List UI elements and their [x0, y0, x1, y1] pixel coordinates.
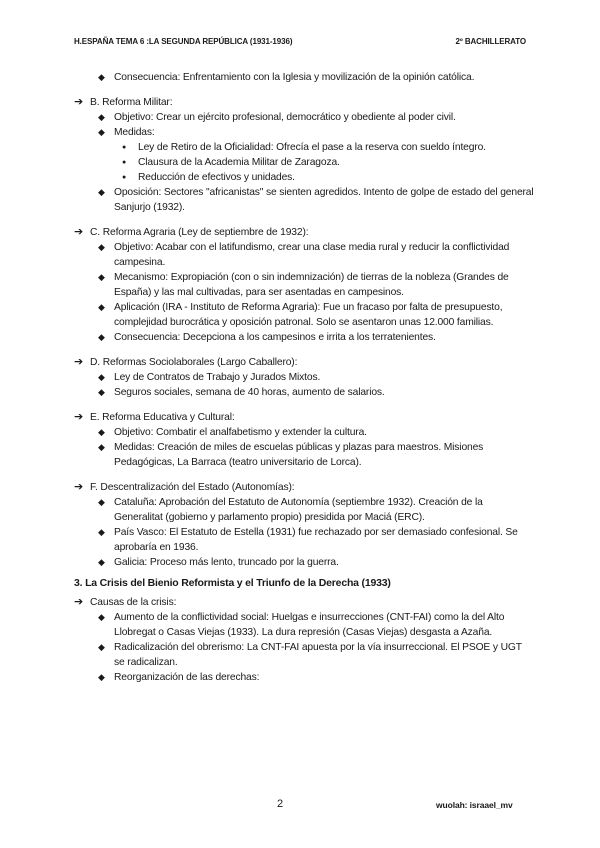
- list-item: [74, 330, 534, 345]
- diamond-bullet-icon: ◆: [98, 272, 105, 282]
- arrow-icon: ➔: [74, 226, 84, 238]
- list-item-text: Radicalización del obrerismo: La CNT-FAI apuesta por la vía insurreccional. El PSOE y UGT se radicalizan.: [114, 642, 522, 668]
- list-item-text: País Vasco: El Estatuto de Estella (1931) fue rechazado por ser demasiado confesional. Se aprobaría en 1936.: [114, 527, 518, 553]
- list-item: [74, 240, 534, 270]
- diamond-bullet-icon: ◆: [98, 127, 105, 137]
- list-item-text: E. Reforma Educativa y Cultural:: [90, 412, 235, 423]
- header-title: H.ESPAÑA TEMA 6 :LA SEGUNDA REPÚBLICA (1931-1936): [74, 37, 293, 46]
- diamond-bullet-icon: ◆: [98, 242, 105, 252]
- arrow-icon: ➔: [74, 356, 84, 368]
- list-item: [74, 555, 534, 570]
- section-heading: 3. La Crisis del Bienio Reformista y el Triunfo de la Derecha (1933): [74, 577, 391, 589]
- list-item: [74, 270, 534, 300]
- list-item-text: Causas de la crisis:: [90, 597, 177, 608]
- dot-bullet-icon: ●: [122, 144, 127, 151]
- list-item-text: F. Descentralización del Estado (Autonomías):: [90, 482, 295, 493]
- list-item-text: B. Reforma Militar:: [90, 97, 173, 108]
- list-item: [74, 155, 534, 170]
- list-item: [74, 385, 534, 400]
- list-item: [74, 410, 534, 425]
- list-item: [74, 670, 534, 685]
- diamond-bullet-icon: ◆: [98, 497, 105, 507]
- diamond-bullet-icon: ◆: [98, 302, 105, 312]
- list-item-text: Objetivo: Combatir el analfabetismo y extender la cultura.: [114, 427, 367, 438]
- list-item-text: Clausura de la Academia Militar de Zaragoza.: [138, 157, 340, 168]
- list-item-text: Reducción de efectivos y unidades.: [138, 172, 295, 183]
- spacer: [74, 400, 534, 410]
- spacer: [74, 470, 534, 480]
- list-item-text: C. Reforma Agraria (Ley de septiembre de 1932):: [90, 227, 309, 238]
- arrow-icon: ➔: [74, 596, 84, 608]
- list-item: [74, 95, 534, 110]
- arrow-icon: ➔: [74, 96, 84, 108]
- footer-credit: wuolah: israael_mv: [436, 800, 513, 810]
- diamond-bullet-icon: ◆: [98, 612, 105, 622]
- list-item: [74, 110, 534, 125]
- document-body: [74, 70, 534, 685]
- list-item: [74, 480, 534, 495]
- diamond-bullet-icon: ◆: [98, 187, 105, 197]
- diamond-bullet-icon: ◆: [98, 387, 105, 397]
- page-header: [74, 37, 526, 46]
- list-item: [74, 425, 534, 440]
- list-item-text: Oposición: Sectores "africanistas" se sienten agredidos. Intento de golpe de estado del general Sanjurjo (1932).: [114, 187, 534, 213]
- page-number: 2: [276, 798, 284, 810]
- spacer: [74, 345, 534, 355]
- diamond-bullet-icon: ◆: [98, 332, 105, 342]
- list-item: [74, 370, 534, 385]
- header-course: 2º BACHILLERATO: [455, 37, 526, 46]
- list-item-text: Objetivo: Crear un ejército profesional, democrático y obediente al poder civil.: [114, 112, 456, 123]
- arrow-icon: ➔: [74, 481, 84, 493]
- list-item-text: Galicia: Proceso más lento, truncado por la guerra.: [114, 557, 339, 568]
- list-item-text: D. Reformas Sociolaborales (Largo Caballero):: [90, 357, 298, 368]
- diamond-bullet-icon: ◆: [98, 112, 105, 122]
- list-item-text: Ley de Contratos de Trabajo y Jurados Mixtos.: [114, 372, 321, 383]
- diamond-bullet-icon: ◆: [98, 442, 105, 452]
- list-item: [74, 185, 534, 215]
- list-item: [74, 70, 534, 85]
- list-item-text: Aplicación (IRA - Instituto de Reforma Agraria): Fue un fracaso por falta de presupuesto, complejidad burocrática y oposición patronal. Solo se asentaron unas 12.000 familias.: [114, 302, 503, 328]
- list-item: [74, 610, 534, 640]
- list-item: [74, 595, 534, 610]
- dot-bullet-icon: ●: [122, 174, 127, 181]
- list-item-text: Ley de Retiro de la Oficialidad: Ofrecía el pase a la reserva con sueldo íntegro.: [138, 142, 486, 153]
- list-item-text: Consecuencia: Decepciona a los campesinos e irrita a los terratenientes.: [114, 332, 436, 343]
- list-item: [74, 125, 534, 140]
- diamond-bullet-icon: ◆: [98, 672, 105, 682]
- spacer: [74, 85, 534, 95]
- spacer: [74, 215, 534, 225]
- list-item-text: Reorganización de las derechas:: [114, 672, 260, 683]
- list-item-text: Medidas:: [114, 127, 155, 138]
- dot-bullet-icon: ●: [122, 159, 127, 166]
- diamond-bullet-icon: ◆: [98, 372, 105, 382]
- list-item: [74, 525, 534, 555]
- list-item-text: Cataluña: Aprobación del Estatuto de Autonomía (septiembre 1932). Creación de la Generalitat (gobierno y parlamento propio) presidida por Maciá (ERC).: [114, 497, 483, 523]
- arrow-icon: ➔: [74, 411, 84, 423]
- list-item: [74, 170, 534, 185]
- list-item: [74, 225, 534, 240]
- list-item-text: Medidas: Creación de miles de escuelas públicas y plazas para maestros. Misiones Pedagógicas, La Barraca (teatro universitario de Lorca).: [114, 442, 484, 468]
- diamond-bullet-icon: ◆: [98, 642, 105, 652]
- diamond-bullet-icon: ◆: [98, 557, 105, 567]
- list-item-text: Objetivo: Acabar con el latifundismo, crear una clase media rural y reducir la conflictividad campesina.: [114, 242, 510, 268]
- list-item: [74, 440, 534, 470]
- list-item: [74, 355, 534, 370]
- diamond-bullet-icon: ◆: [98, 427, 105, 437]
- diamond-bullet-icon: ◆: [98, 527, 105, 537]
- list-item-text: Mecanismo: Expropiación (con o sin indemnización) de tierras de la nobleza (Grandes de España) y las mal cultivadas, para ser asentadas en campesinos.: [114, 272, 509, 298]
- list-item: [74, 300, 534, 330]
- list-item: [74, 640, 534, 670]
- list-item: [74, 140, 534, 155]
- list-item: [74, 495, 534, 525]
- diamond-bullet-icon: ◆: [98, 72, 105, 82]
- list-item-text: Consecuencia: Enfrentamiento con la Iglesia y movilización de la opinión católica.: [114, 72, 475, 83]
- list-item-text: Seguros sociales, semana de 40 horas, aumento de salarios.: [114, 387, 385, 398]
- list-item-text: Aumento de la conflictividad social: Huelgas e insurrecciones (CNT-FAI) como la del Alto Llobregat o Casas Viejas (1933). La dura represión (Casas Viejas) desgasta a Azaña.: [114, 612, 505, 638]
